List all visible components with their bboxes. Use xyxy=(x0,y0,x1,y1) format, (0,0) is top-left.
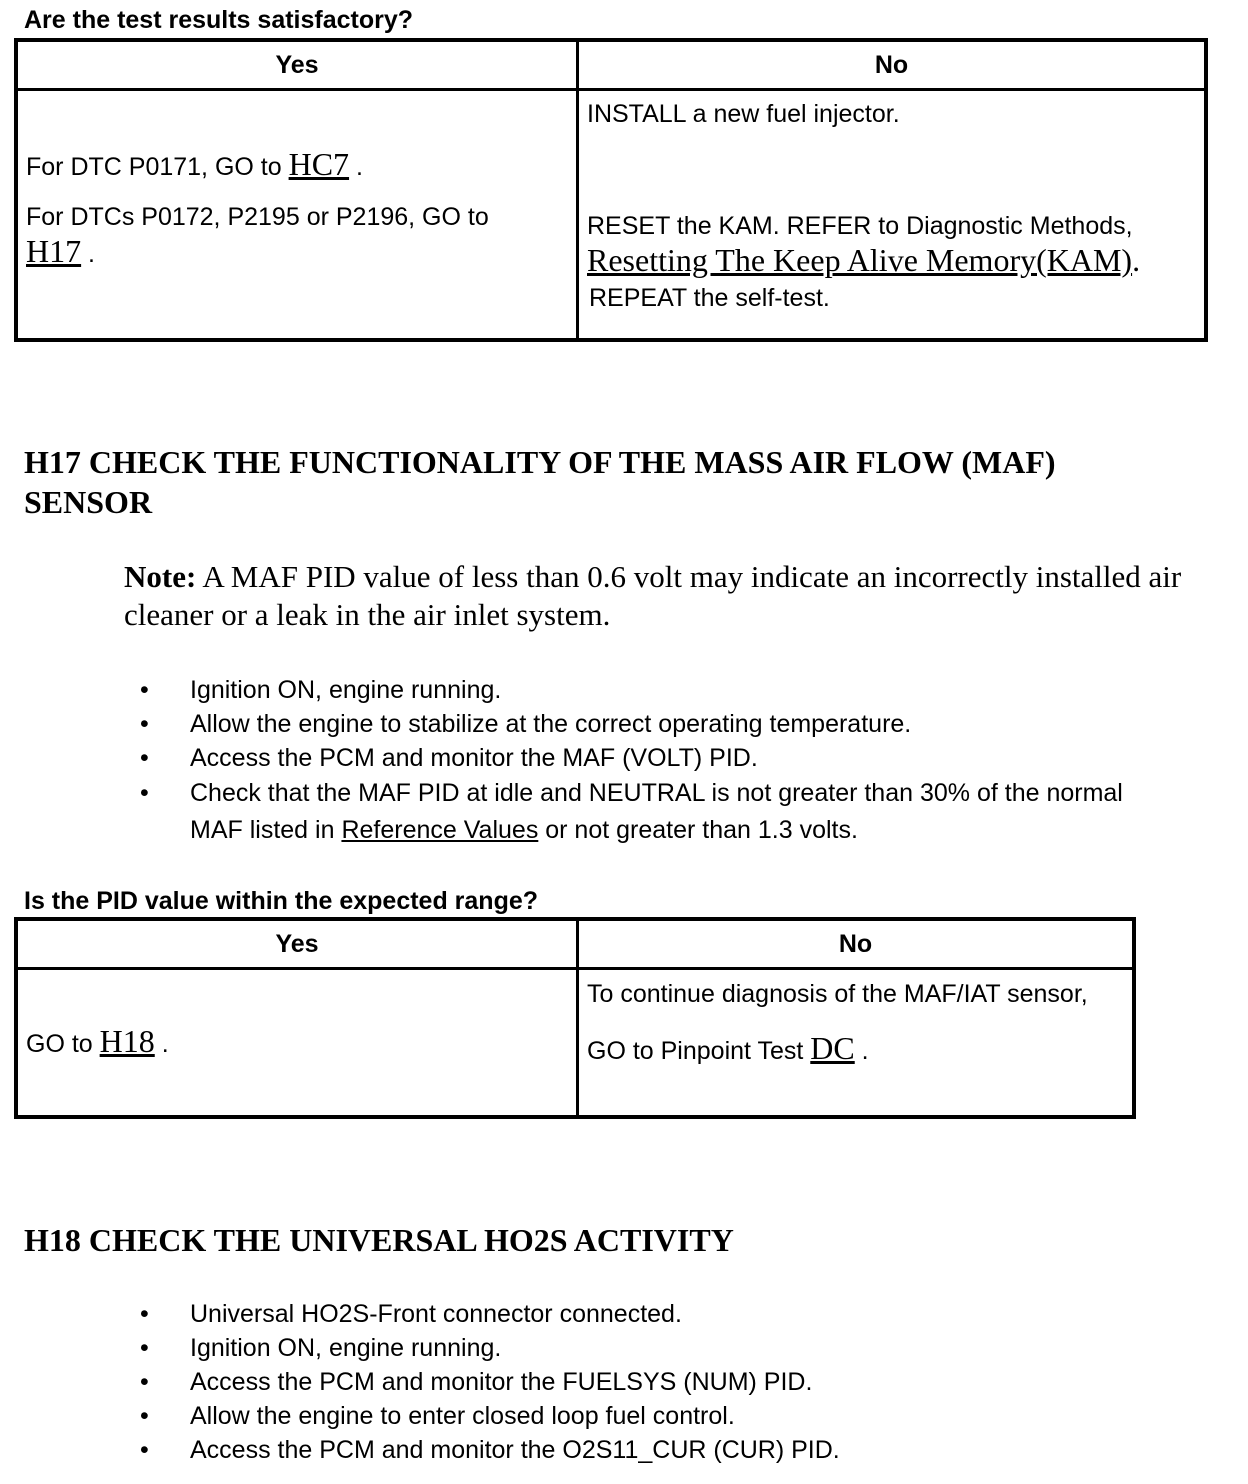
no-cell xyxy=(578,90,1207,340)
h18-bullet-list xyxy=(0,1297,1150,1467)
bullet-icon: • xyxy=(140,1402,149,1430)
bullet-icon: • xyxy=(140,1334,149,1362)
h17-bullet-list xyxy=(0,673,1150,849)
bullet-icon: • xyxy=(140,710,149,738)
note-text: A MAF PID value of less than 0.6 volt may indicate an incorrectly installed air cleaner or a leak in the air inlet system. xyxy=(124,559,1182,632)
bullet-icon: • xyxy=(140,676,149,704)
note-label: Note: xyxy=(124,559,197,594)
list-item: • Universal HO2S-Front connector connected. xyxy=(0,1297,1150,1331)
heading-h17: H17 CHECK THE FUNCTIONALITY OF THE MASS AIR FLOW (MAF) SENSOR xyxy=(24,444,1056,520)
link-h17[interactable]: H17 xyxy=(26,233,82,269)
yes-line-p0172: For DTCs P0172, P2195 or P2196, GO to H17 . xyxy=(26,203,489,269)
link-resetting-kam[interactable]: Resetting The Keep Alive Memory(KAM) xyxy=(587,242,1133,278)
no-cell xyxy=(578,969,1135,1117)
link-dc[interactable]: DC xyxy=(810,1030,855,1066)
list-item: • Ignition ON, engine running. xyxy=(0,673,1150,707)
yes-header: Yes xyxy=(16,40,578,90)
bullet-icon: • xyxy=(140,779,149,807)
yes-line-p0171: For DTC P0171, GO to HC7 . xyxy=(26,146,363,182)
no-line-pinpoint: GO to Pinpoint Test DC . xyxy=(587,1030,869,1066)
bullet-icon: • xyxy=(140,744,149,772)
link-h18[interactable]: H18 xyxy=(99,1022,155,1059)
question-pid-range: Is the PID value within the expected range? xyxy=(24,887,539,915)
result-table-h17 xyxy=(14,917,1136,1119)
list-item: • Check that the MAF PID at idle and NEUTRAL is not greater than 30% of the normal MAF listed in Reference Values or not greater than 1.3 volts. xyxy=(0,775,1150,849)
yes-header: Yes xyxy=(16,919,578,969)
list-item: • Ignition ON, engine running. xyxy=(0,1331,1150,1365)
bullet-icon: • xyxy=(140,1436,149,1464)
link-reference-values[interactable]: Reference Values xyxy=(341,816,539,844)
heading-h18: H18 CHECK THE UNIVERSAL HO2S ACTIVITY xyxy=(24,1222,734,1258)
no-line-reset: RESET the KAM. REFER to Diagnostic Methods, Resetting The Keep Alive Memory(KAM). xyxy=(587,212,1141,278)
yes-cell xyxy=(16,90,578,340)
yes-line-go-h18: GO to H18 . xyxy=(26,1022,169,1059)
result-table-prev xyxy=(14,38,1208,342)
no-line-continue: To continue diagnosis of the MAF/IAT sensor, xyxy=(587,980,1088,1008)
bullet-icon: • xyxy=(140,1300,149,1328)
list-item: • Allow the engine to enter closed loop fuel control. xyxy=(0,1399,1150,1433)
no-header: No xyxy=(578,919,1135,969)
bullet-icon: • xyxy=(140,1368,149,1396)
list-item: • Access the PCM and monitor the O2S11_CUR (CUR) PID. xyxy=(0,1433,1150,1467)
link-hc7[interactable]: HC7 xyxy=(288,146,350,182)
question-test-results: Are the test results satisfactory? xyxy=(24,6,414,34)
list-item: • Access the PCM and monitor the MAF (VOLT) PID. xyxy=(0,741,1150,775)
no-line-repeat: REPEAT the self-test. xyxy=(589,284,830,312)
yes-cell xyxy=(16,969,578,1117)
no-line-install: INSTALL a new fuel injector. xyxy=(587,100,900,128)
note-maf xyxy=(124,558,1234,634)
list-item: • Allow the engine to stabilize at the correct operating temperature. xyxy=(0,707,1150,741)
no-header: No xyxy=(578,40,1207,90)
list-item: • Access the PCM and monitor the FUELSYS (NUM) PID. xyxy=(0,1365,1150,1399)
